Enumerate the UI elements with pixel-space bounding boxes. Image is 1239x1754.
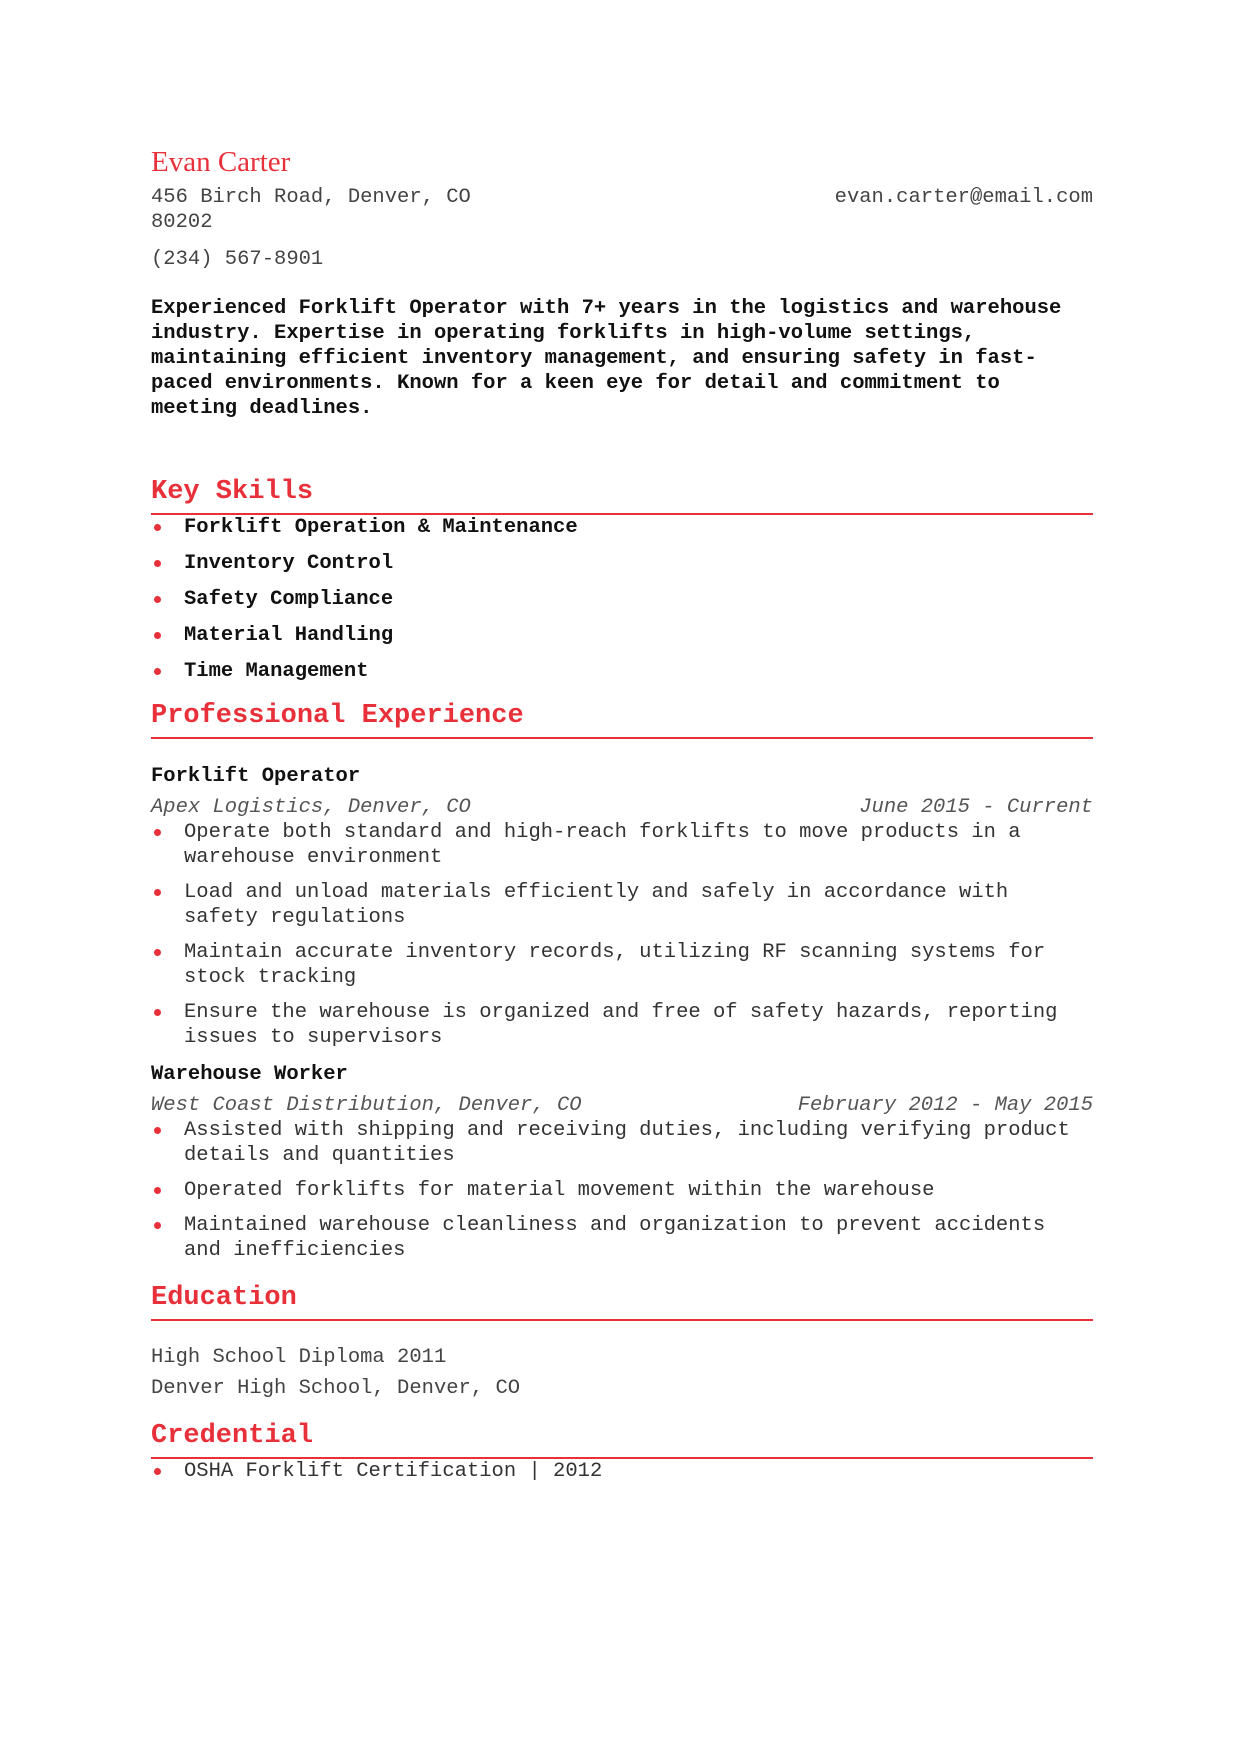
contact-row (151, 185, 1093, 235)
bullet-icon (154, 1187, 161, 1194)
job-meta (151, 1093, 1093, 1118)
duty-item (151, 1118, 1093, 1168)
bullet-icon (154, 632, 161, 639)
bullet-icon (154, 949, 161, 956)
job-title: Warehouse Worker (151, 1063, 348, 1086)
education-entry (151, 1345, 1093, 1401)
bullet-icon (154, 560, 161, 567)
job-company: West Coast Distribution, Denver, CO (151, 1094, 582, 1117)
skill-label: Inventory Control (184, 552, 394, 575)
education-school: Denver High School, Denver, CO (151, 1377, 521, 1400)
job-dates: June 2015 - Current (859, 796, 1093, 819)
duty-text: Load and unload materials efficiently and safely in accordance with safety regulations (184, 881, 1009, 929)
job-dates: February 2012 - May 2015 (797, 1094, 1093, 1117)
skill-item (151, 587, 1093, 612)
skill-item (151, 551, 1093, 576)
bullet-icon (154, 889, 161, 896)
skill-label: Time Management (184, 660, 369, 683)
skill-item (151, 659, 1093, 684)
credential-text: OSHA Forklift Certification | 2012 (184, 1460, 603, 1483)
duty-text: Operated forklifts for material movement within the warehouse (184, 1179, 935, 1202)
duty-text: Maintained warehouse cleanliness and organization to prevent accidents and inefficiencies (184, 1214, 1046, 1262)
job-title: Forklift Operator (151, 765, 361, 788)
job-company: Apex Logistics, Denver, CO (151, 796, 471, 819)
education-degree: High School Diploma 2011 (151, 1346, 447, 1369)
candidate-name: Evan Carter (151, 146, 291, 178)
duty-item (151, 1000, 1093, 1050)
job-duties (151, 820, 1093, 1050)
professional-summary: Experienced Forklift Operator with 7+ years in the logistics and warehouse industry. Expertise in operating forklifts in high-volume settings, maintaining efficient inventory management, and ensuring safety in fast-paced environments. Known for a keen eye for detail and commitment to meeting deadlines. (151, 297, 1062, 420)
section-title-education: Education (151, 1283, 1093, 1321)
section-title-credential: Credential (151, 1421, 1093, 1459)
duty-text: Ensure the warehouse is organized and free of safety hazards, reporting issues to supervisors (184, 1001, 1058, 1049)
duty-item (151, 880, 1093, 930)
contact-email: evan.carter@email.com (834, 186, 1093, 209)
credential-section (151, 1421, 1093, 1484)
duty-text: Maintain accurate inventory records, utilizing RF scanning systems for stock tracking (184, 941, 1046, 989)
job-meta (151, 795, 1093, 820)
bullet-icon (154, 1009, 161, 1016)
duty-item (151, 1213, 1093, 1263)
education-section (151, 1283, 1093, 1401)
bullet-icon (154, 596, 161, 603)
duty-item (151, 820, 1093, 870)
duty-text: Assisted with shipping and receiving duties, including verifying product details and quantities (184, 1119, 1070, 1167)
skill-item (151, 623, 1093, 648)
credential-item (151, 1459, 1093, 1484)
contact-phone: (234) 567-8901 (151, 248, 324, 271)
experience-section (151, 701, 1093, 1263)
bullet-icon (154, 1222, 161, 1229)
duty-item (151, 1178, 1093, 1203)
bullet-icon (154, 1468, 161, 1475)
duty-text: Operate both standard and high-reach forklifts to move products in a warehouse environment (184, 821, 1021, 869)
skill-label: Forklift Operation & Maintenance (184, 516, 578, 539)
section-title-experience: Professional Experience (151, 701, 1093, 739)
contact-address: 456 Birch Road, Denver, CO 80202 (151, 186, 471, 234)
bullet-icon (154, 668, 161, 675)
resume-page (151, 145, 1093, 1484)
bullet-icon (154, 1127, 161, 1134)
section-title-skills: Key Skills (151, 477, 1093, 515)
bullet-icon (154, 829, 161, 836)
skills-section (151, 477, 1093, 684)
bullet-icon (154, 524, 161, 531)
skill-item (151, 515, 1093, 540)
skill-label: Safety Compliance (184, 588, 394, 611)
skills-list (151, 515, 1093, 684)
job-duties (151, 1118, 1093, 1263)
credential-list (151, 1459, 1093, 1484)
duty-item (151, 940, 1093, 990)
skill-label: Material Handling (184, 624, 394, 647)
